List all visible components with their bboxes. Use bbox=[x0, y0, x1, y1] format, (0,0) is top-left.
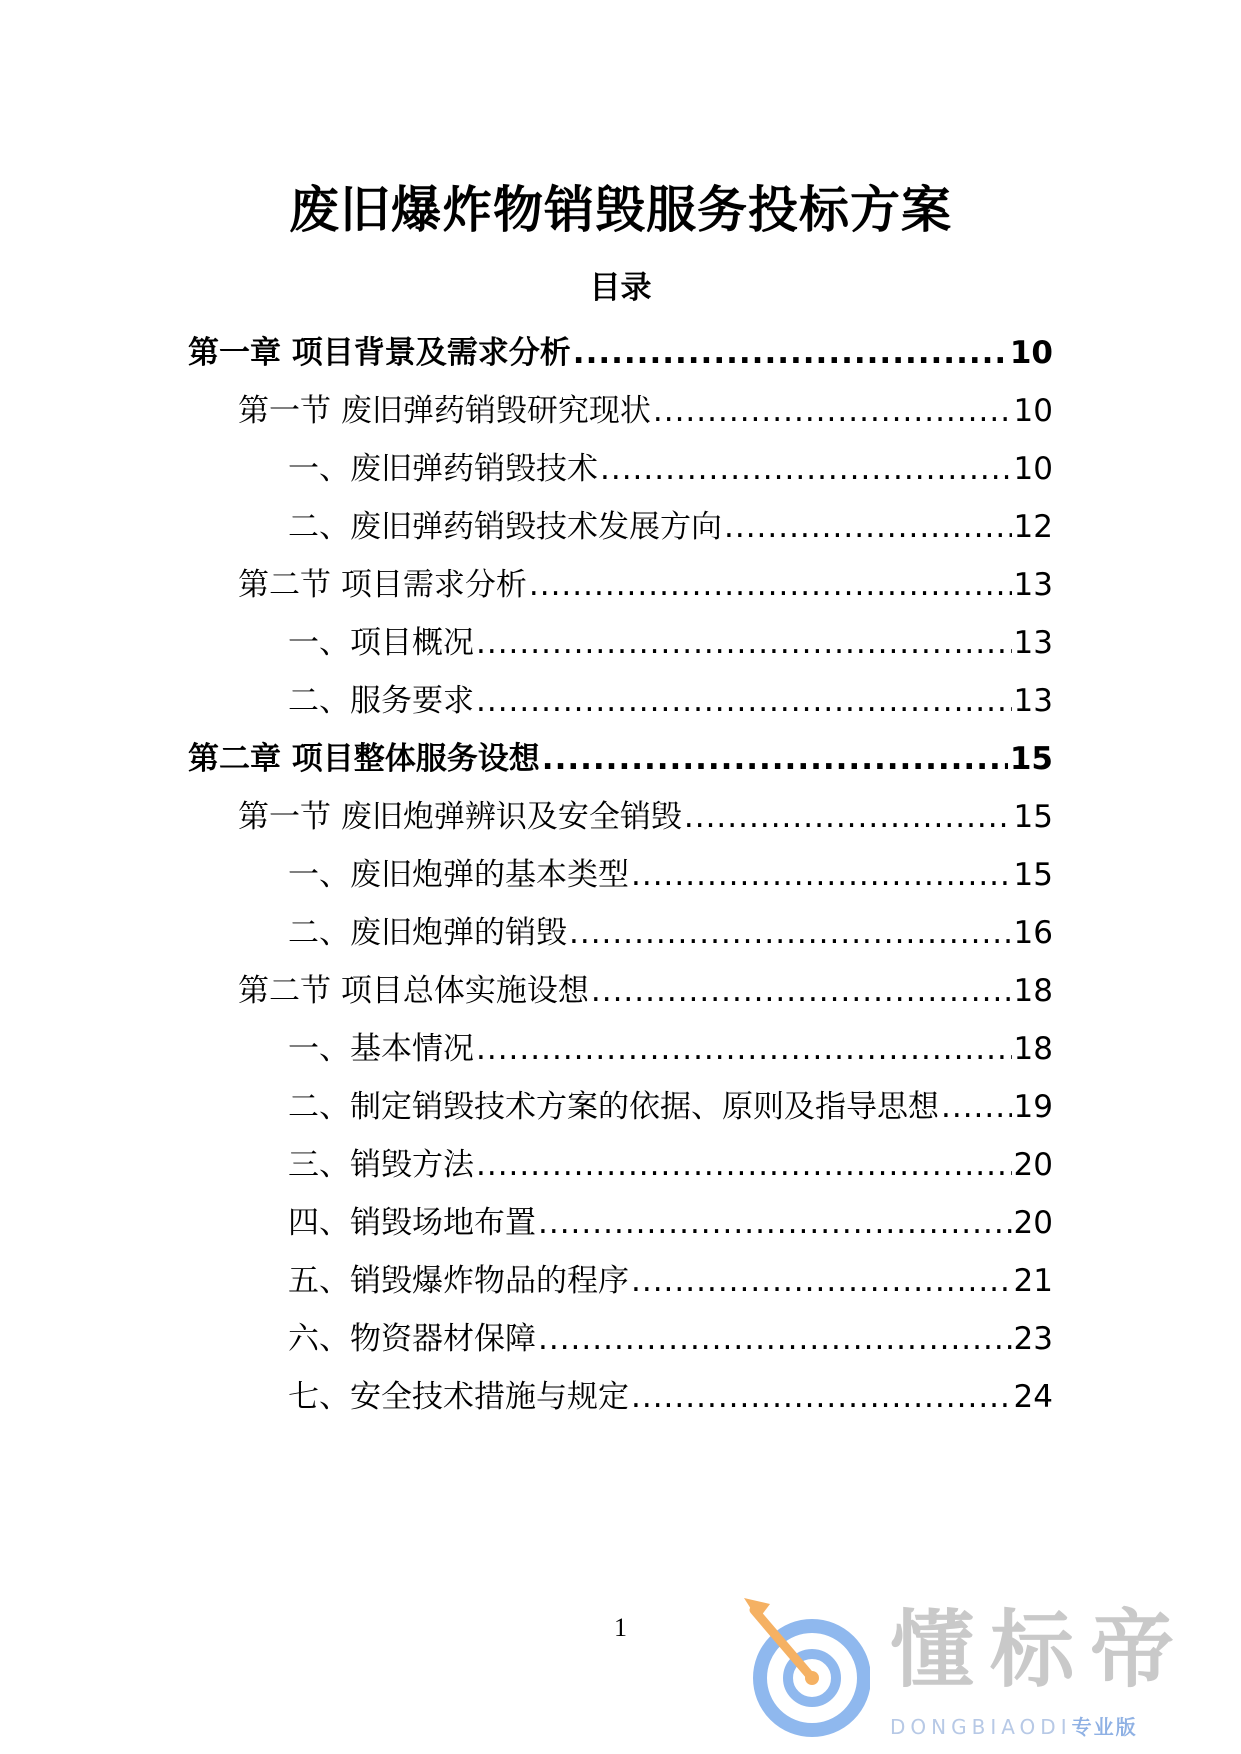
toc-entry[interactable] bbox=[288, 1200, 1053, 1246]
toc-entry-text: 六、物资器材保障 bbox=[288, 1321, 536, 1357]
toc-entry-text: 二、制定销毁技术方案的依据、原则及指导思想 bbox=[288, 1089, 939, 1125]
toc-entry-page: 20 bbox=[1013, 1205, 1053, 1241]
dot-leader bbox=[631, 1374, 1012, 1420]
toc-entry-page: 20 bbox=[1013, 1147, 1053, 1183]
toc-entry[interactable] bbox=[288, 1374, 1053, 1420]
dot-leader bbox=[653, 388, 1012, 434]
toc-entry-page: 10 bbox=[1013, 393, 1053, 429]
toc-entry[interactable] bbox=[288, 1316, 1053, 1362]
toc-entry[interactable] bbox=[288, 1142, 1053, 1188]
toc-entry[interactable] bbox=[288, 620, 1053, 666]
dot-leader bbox=[941, 1084, 1012, 1130]
toc-entry-page: 18 bbox=[1013, 973, 1053, 1009]
dot-leader bbox=[631, 1258, 1012, 1304]
dot-leader bbox=[631, 852, 1012, 898]
page-number: 1 bbox=[614, 1613, 627, 1642]
toc-entry[interactable] bbox=[238, 968, 1053, 1014]
toc-entry[interactable] bbox=[238, 388, 1053, 434]
dot-leader bbox=[476, 1142, 1012, 1188]
dot-leader bbox=[542, 736, 1008, 782]
toc-entry-page: 21 bbox=[1013, 1263, 1053, 1299]
toc-entry-text: 第二章 项目整体服务设想 bbox=[188, 741, 540, 777]
dot-leader bbox=[476, 620, 1012, 666]
toc-entry[interactable] bbox=[288, 1258, 1053, 1304]
dot-leader bbox=[569, 910, 1012, 956]
dot-leader bbox=[529, 562, 1012, 608]
toc-entry-page: 15 bbox=[1013, 799, 1053, 835]
toc-entry-page: 15 bbox=[1009, 741, 1053, 777]
brand-name: 懂标帝 bbox=[890, 1601, 1191, 1699]
toc-entry[interactable] bbox=[288, 1084, 1053, 1130]
toc-entry-text: 三、销毁方法 bbox=[288, 1147, 474, 1183]
toc-entry-page: 10 bbox=[1013, 451, 1053, 487]
toc-entry-text: 七、安全技术措施与规定 bbox=[288, 1379, 629, 1415]
toc-entry-text: 一、基本情况 bbox=[288, 1031, 474, 1067]
toc-entry-page: 23 bbox=[1013, 1321, 1053, 1357]
dot-leader bbox=[476, 1026, 1012, 1072]
toc-entry-page: 19 bbox=[1013, 1089, 1053, 1125]
dot-leader bbox=[573, 330, 1008, 376]
toc-entry-text: 一、废旧炮弹的基本类型 bbox=[288, 857, 629, 893]
document-title: 废旧爆炸物销毁服务投标方案 bbox=[289, 181, 952, 239]
toc-entry-text: 一、项目概况 bbox=[288, 625, 474, 661]
dot-leader bbox=[476, 678, 1012, 724]
dot-leader bbox=[724, 504, 1012, 550]
toc-entry-page: 13 bbox=[1013, 625, 1053, 661]
toc-entry-page: 13 bbox=[1013, 567, 1053, 603]
toc-entry[interactable] bbox=[288, 1026, 1053, 1072]
dot-leader bbox=[538, 1316, 1012, 1362]
toc-heading: 目录 bbox=[589, 270, 652, 306]
toc-entry-text: 二、服务要求 bbox=[288, 683, 474, 719]
toc-entry[interactable] bbox=[288, 910, 1053, 956]
toc-entry[interactable] bbox=[288, 852, 1053, 898]
toc-entry-page: 18 bbox=[1013, 1031, 1053, 1067]
brand-edition: 专业版 bbox=[1071, 1715, 1138, 1739]
toc-entry-page: 15 bbox=[1013, 857, 1053, 893]
toc-entry-text: 第二节 项目总体实施设想 bbox=[238, 973, 589, 1009]
toc-entry[interactable] bbox=[188, 736, 1053, 782]
brand-watermark bbox=[740, 1580, 1220, 1745]
brand-subtitle bbox=[890, 1715, 1138, 1739]
toc-entry-text: 第一节 废旧炮弹辨识及安全销毁 bbox=[238, 799, 682, 835]
toc-entry[interactable] bbox=[238, 794, 1053, 840]
dot-leader bbox=[684, 794, 1012, 840]
toc-entry[interactable] bbox=[188, 330, 1053, 376]
dot-leader bbox=[600, 446, 1012, 492]
target-arrow-icon bbox=[740, 1580, 870, 1745]
toc-entry-text: 五、销毁爆炸物品的程序 bbox=[288, 1263, 629, 1299]
toc-entry[interactable] bbox=[288, 446, 1053, 492]
toc-entry-page: 24 bbox=[1013, 1379, 1053, 1415]
toc-entry[interactable] bbox=[288, 678, 1053, 724]
toc-entry-text: 第一章 项目背景及需求分析 bbox=[188, 335, 571, 371]
toc-entry-page: 13 bbox=[1013, 683, 1053, 719]
dot-leader bbox=[538, 1200, 1012, 1246]
toc-entry-text: 第一节 废旧弹药销毁研究现状 bbox=[238, 393, 651, 429]
toc-entry-page: 10 bbox=[1009, 335, 1053, 371]
toc-entry-page: 12 bbox=[1013, 509, 1053, 545]
dot-leader bbox=[591, 968, 1012, 1014]
toc-entry-text: 二、废旧弹药销毁技术发展方向 bbox=[288, 509, 722, 545]
toc-entry-text: 一、废旧弹药销毁技术 bbox=[288, 451, 598, 487]
toc-entry-text: 二、废旧炮弹的销毁 bbox=[288, 915, 567, 951]
toc-entry[interactable] bbox=[238, 562, 1053, 608]
toc-entry-text: 四、销毁场地布置 bbox=[288, 1205, 536, 1241]
toc-entry[interactable] bbox=[288, 504, 1053, 550]
brand-romanized: DONGBIAODI bbox=[890, 1715, 1072, 1739]
toc-entry-text: 第二节 项目需求分析 bbox=[238, 567, 527, 603]
toc-entry-page: 16 bbox=[1013, 915, 1053, 951]
